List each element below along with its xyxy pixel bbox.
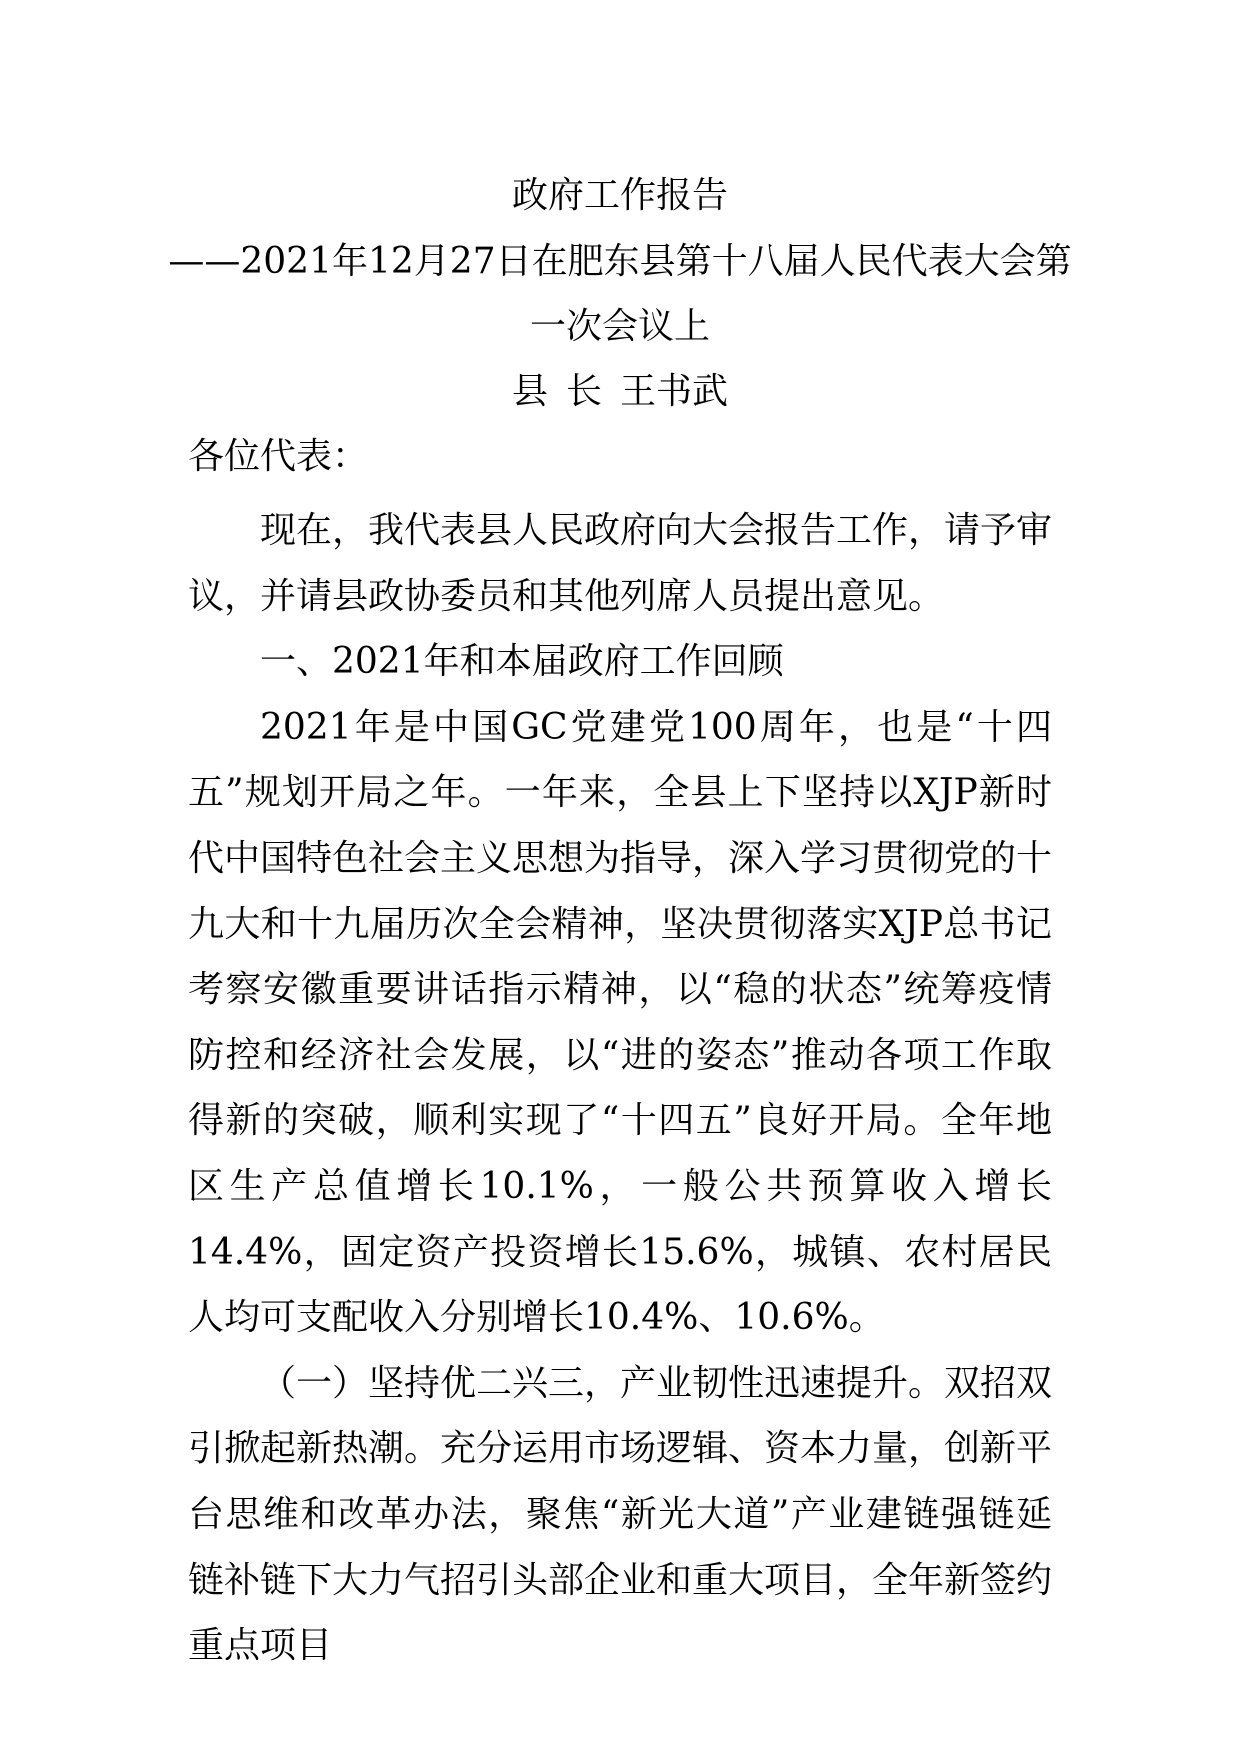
paragraph-overview: 2021年是中国GC党建党100周年，也是“十四五”规划开局之年。一年来，全县上下坚持以XJP新时代中国特色社会主义思想为指导，深入学习贯彻党的十九大和十九届历次全会精神，坚决贯彻落实XJP总书记考察安徽重要讲话指示精神，以“稳的状态”统筹疫情防控和经济社会发展，以“进的姿态”推动各项工作取得新的突破，顺利实现了“十四五”良好开局。全年地区生产总值增长10.1%，一般公共预算收入增长14.4%，固定资产投资增长15.6%，城镇、农村居民人均可支配收入分别增长10.4%、10.6%。 bbox=[188, 706, 1053, 1339]
report-body bbox=[188, 498, 1052, 1679]
page-title: 政府工作报告 bbox=[511, 175, 728, 216]
author-name: 王书武 bbox=[620, 371, 729, 412]
paragraph-intro: 现在，我代表县人民政府向大会报告工作，请予审议，并请县政协委员和其他列席人员提出意见。 bbox=[188, 510, 1053, 617]
section-heading: 一、2021年和本届政府工作回顾 bbox=[260, 641, 784, 683]
author-line bbox=[0, 370, 1240, 414]
paragraph-industry: （一）坚持优二兴三，产业韧性迅速提升。双招双引掀起新热潮。充分运用市场逻辑、资本力量，创新平台思维和改革办法，聚焦“新光大道”产业建链强链延链补链下大力气招引头部企业和重大项目，全年新签约重点项目 bbox=[188, 1362, 1053, 1667]
author-role-part-1: 县 bbox=[511, 371, 548, 412]
author-role-part-2: 长 bbox=[565, 371, 602, 412]
subtitle-line-2: 一次会议上 bbox=[529, 306, 710, 347]
subtitle-line-1: ——2021年12月27日在肥东县第十八届人民代表大会第 bbox=[168, 241, 1072, 282]
salutation: 各位代表： bbox=[188, 436, 369, 477]
